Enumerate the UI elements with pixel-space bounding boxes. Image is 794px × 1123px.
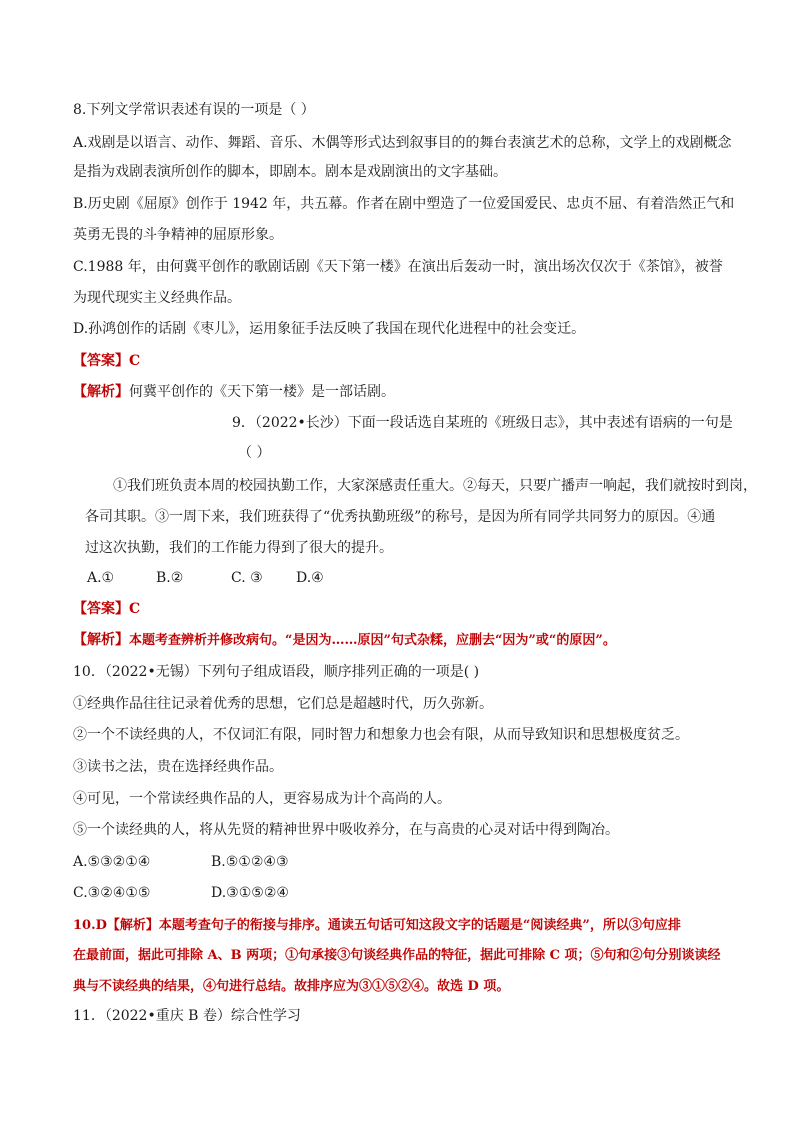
- analysis-text: 本题考查辨析并修改病句。“是因为……原因”句式杂糅，应删去“因为”或“的原因”。: [129, 633, 616, 648]
- q10-option-d: D.③①⑤②④: [211, 885, 289, 901]
- q8-analysis: [73, 381, 395, 403]
- q10-stem: 10．（2022•无锡）下列句子组成语段，顺序排列正确的一项是( ): [73, 664, 480, 680]
- q10-analysis-line2: 在最前面，据此可排除 A、B 两项；①句承接③句谈经典作品的特征，据此可排除 C 项；⑤句和②句分别谈读经: [73, 948, 721, 963]
- q10-sentence-2: ②一个不读经典的人，不仅词汇有限，同时智力和想象力也会有限，从而导致知识和思想极度贫乏。: [73, 727, 689, 743]
- q9-passage-line1: ①我们班负责本周的校园执勤工作，大家深感责任重大。②每天，只要广播声一响起，我们就按时到岗，: [113, 478, 757, 494]
- analysis-tag: 【解析】: [73, 632, 129, 648]
- answer-value: C: [129, 601, 141, 617]
- q9-passage-line3: 过这次执勤，我们的工作能力得到了很大的提升。: [85, 540, 393, 556]
- q9-stem-line1: 9．（2022•长沙）下面一段话选自某班的《班级日志》，其中表述有语病的一句是: [232, 415, 733, 431]
- q8-option-a-line1: A.戏剧是以语言、动作、舞蹈、音乐、木偶等形式达到叙事目的的舞台表演艺术的总称，文学上的戏剧概念: [73, 135, 732, 151]
- q8-option-c-line1: C.1988 年，由何冀平创作的歌剧话剧《天下第一楼》在演出后轰动一时，演出场次仅次于《茶馆》，被誉: [73, 259, 723, 275]
- answer-value: C: [129, 353, 141, 369]
- q8-option-a-line2: 是指为戏剧表演所创作的脚本，即剧本。剧本是戏剧演出的文字基础。: [73, 164, 507, 180]
- q8-option-b-line2: 英勇无畏的斗争精神的屈原形象。: [73, 227, 283, 243]
- q10-option-a: A.⑤③②①④: [73, 854, 151, 870]
- q10-sentence-4: ④可见，一个常读经典作品的人，更容易成为计个高尚的人。: [73, 791, 451, 807]
- q9-option-a: A.①: [87, 570, 115, 586]
- q8-stem: 8.下列文学常识表述有误的一项是（ ）: [73, 102, 315, 118]
- q8-option-d: D.孙鸿创作的话剧《枣儿》，运用象征手法反映了我国在现代化进程中的社会变迁。: [73, 321, 586, 337]
- q9-option-d: D.④: [296, 570, 324, 586]
- analysis-tag: 【解析】: [73, 384, 129, 400]
- q9-stem-line2: （ ）: [238, 445, 271, 461]
- answer-tag: 【答案】: [73, 601, 129, 617]
- q9-passage-line2: 各司其职。③一周下来，我们班获得了“优秀执勤班级”的称号，是因为所有同学共同努力的原因。④通: [85, 509, 716, 525]
- q9-option-b: B.②: [156, 570, 184, 586]
- q9-answer: [73, 598, 140, 620]
- q9-option-c: C. ③: [231, 570, 263, 586]
- q8-option-b-line1: B.历史剧《屈原》创作于 1942 年，共五幕。作者在剧中塑造了一位爱国爱民、忠贞不屈、有着浩然正气和: [73, 196, 735, 212]
- q10-sentence-5: ⑤一个读经典的人，将从先贤的精神世界中吸收养分，在与高贵的心灵对话中得到陶冶。: [73, 822, 619, 838]
- q9-analysis: [73, 629, 616, 652]
- analysis-text: 何冀平创作的《天下第一楼》是一部话剧。: [129, 384, 395, 400]
- q10-option-c: C.③②④①⑤: [73, 885, 151, 901]
- q10-analysis-line3: 典与不读经典的结果，④句进行总结。故排序应为③①⑤②④。故选 D 项。: [73, 979, 510, 994]
- q10-sentence-3: ③读书之法，贵在选择经典作品。: [73, 759, 283, 775]
- q8-answer: [73, 350, 140, 372]
- q10-sentence-1: ①经典作品往往记录着优秀的思想，它们总是超越时代，历久弥新。: [73, 696, 493, 712]
- q11-stem: 11．（2022•重庆 B 卷）综合性学习: [73, 1008, 301, 1024]
- answer-tag: 【答案】: [73, 353, 129, 369]
- q8-option-c-line2: 为现代现实主义经典作品。: [73, 290, 241, 306]
- q10-option-b: B.⑤①②④③: [211, 854, 289, 870]
- q10-analysis-line1: 10.D【解析】本题考查句子的衔接与排序。通读五句话可知这段文字的话题是“阅读经典”，所以③句应排: [73, 918, 681, 933]
